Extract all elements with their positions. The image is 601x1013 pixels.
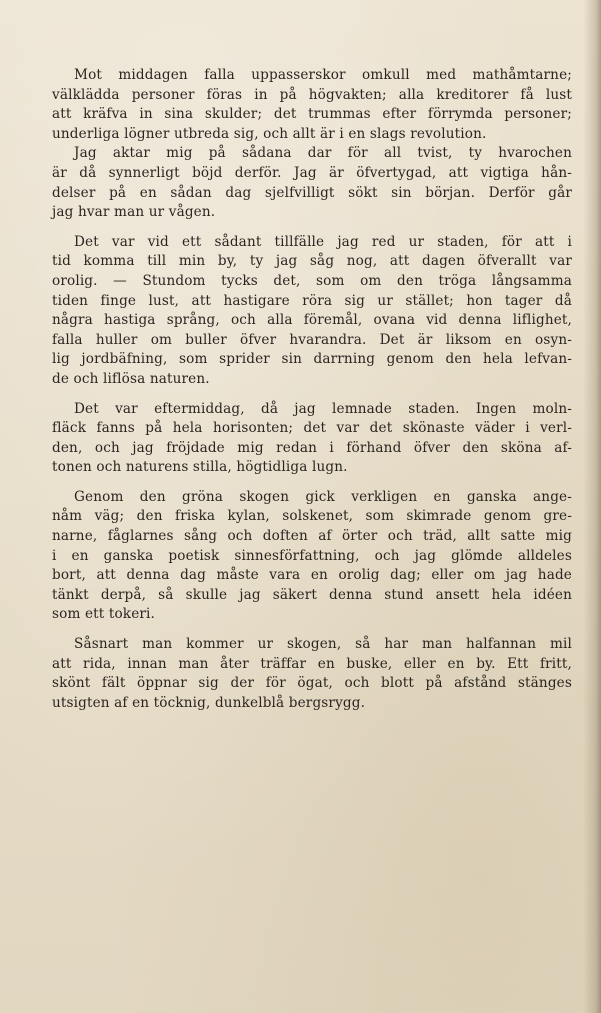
text-line: några hastiga språng, och alla föremål, ovana vid denna liflighet,	[52, 312, 572, 329]
text-line: jag hvar man ur vågen.	[52, 204, 216, 221]
text-line: narne, fåglarnes sång och doften af örter och träd, allt satte mig	[52, 528, 572, 545]
page-text	[52, 66, 572, 713]
text-line: välklädda personer föras in på högvakten; alla kreditorer få lust	[52, 86, 572, 103]
page-gutter-shadow	[583, 0, 601, 1013]
text-line: att rida, innan man åter träffar en buske, eller en by. Ett fritt,	[52, 655, 572, 672]
paragraph-5	[52, 488, 572, 625]
text-line: nåm väg; den friska kylan, solskenet, som skimrade genom gre-	[52, 508, 572, 525]
text-line: är då synnerligt böjd derför. Jag är öfvertygad, att vigtiga hån-	[52, 164, 572, 181]
text-line: tid komma till min by, ty jag såg nog, att dagen öfverallt var	[52, 253, 572, 270]
paragraph-2	[52, 144, 572, 222]
paragraph-6	[52, 635, 572, 713]
paragraph-4	[52, 400, 572, 478]
text-line: tonen och naturens stilla, högtidliga lugn.	[52, 459, 348, 476]
text-line: tiden finge lust, att hastigare röra sig ur stället; hon tager då	[52, 292, 572, 309]
text-line: Genom den gröna skogen gick verkligen en ganska ange-	[74, 488, 572, 505]
text-line: Det var eftermiddag, då jag lemnade staden. Ingen moln-	[74, 400, 572, 417]
text-line: falla huller om buller öfver hvarandra. Det är liksom en osyn-	[52, 331, 572, 348]
text-line: bort, att denna dag måste vara en orolig dag; eller om jag hade	[52, 567, 572, 584]
text-line: skönt fält öppnar sig der för ögat, och blott på afstånd stänges	[52, 675, 572, 692]
text-line: som ett tokeri.	[52, 606, 156, 623]
text-line: delser på en sådan dag sjelfvilligt sökt sin början. Derför går	[52, 184, 572, 201]
text-line: den, och jag fröjdade mig redan i förhand öfver den sköna af-	[52, 439, 572, 456]
text-line: Mot middagen falla uppasserskor omkull med mathåmtarne;	[74, 67, 572, 83]
text-line: Såsnart man kommer ur skogen, så har man halfannan mil	[74, 636, 572, 653]
text-line: lig jordbäfning, som sprider sin darrning genom den hela lefvan-	[52, 351, 572, 368]
text-line: att kräfva in sina skulder; det trummas efter förrymda personer;	[52, 106, 572, 123]
text-line: Det var vid ett sådant tillfälle jag red ur staden, för att i	[74, 233, 572, 250]
text-line: fläck fanns på hela horisonten; det var det skönaste väder i verl-	[52, 420, 572, 437]
text-line: underliga lögner utbreda sig, och allt är i en slags revolution.	[52, 125, 487, 142]
text-line: Jag aktar mig på sådana dar för all tvist, ty hvarochen	[74, 145, 572, 162]
paragraph-1	[52, 66, 572, 144]
text-line: utsigten af en töcknig, dunkelblå bergsrygg.	[52, 694, 366, 711]
paragraph-3	[52, 233, 572, 390]
text-line: tänkt derpå, så skulle jag säkert denna stund ansett hela idéen	[52, 586, 572, 603]
text-line: orolig. — Stundom tycks det, som om den tröga långsamma	[52, 272, 572, 289]
text-line: de och liflösa naturen.	[52, 370, 210, 387]
text-line: i en ganska poetisk sinnesförfattning, och jag glömde alldeles	[52, 547, 572, 564]
